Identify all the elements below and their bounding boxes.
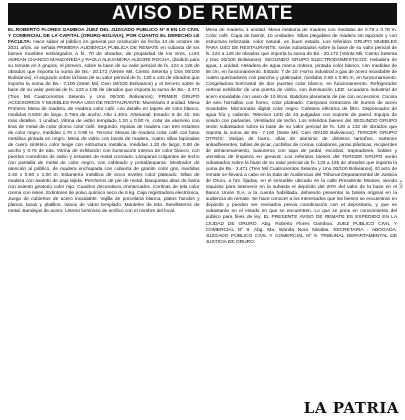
- side-reference-number: 1-(3): [399, 180, 404, 189]
- column-left: [8, 28, 200, 412]
- intro-heading: EL ROBERTO FLORES GAMBOA JUEZ DEL JUZGADO PÚBLICO Nº 9 EN LO CIVIL Y COMERCIAL DE LA CAPITAL (ORURO-BOLIVIA), POR CUANTO EL DERECHO LE FACULTA:: [8, 28, 200, 46]
- right-body-text: Mesa de madera, 1 unidad. Mesa mediana de madera con medidas de 0.78 x 0.78 m. Color café. Capa de barniz, 10 unidades. Sillas plegables de madera sin tapizado y con estructura reforzada, color natural, en buen estado. Los referidos GRUPO MUEBLES PARA USO DE RESTAURANTE, serán subastados sobre la base de su valor pericial de fs. 124 a 126 de obrados que importa la suma de Bs.- 20.172 (Veinte Mil, Ciento Setenta y Dos 00/100 Bolivianos). SEGUNDO GRUPO ELECTRODOMÉSTICOS: Heladera de agua, 1 unidad. Heladera de agua marca Imbera, pintada color blanco, con medidas de 55 cm, en funcionamiento. Estado: 7 de 10. Horno industrial a gas de acero inoxidable de cuatro quemadores con plancha y gratinador, medidas 0.90 x 0.80 m, en funcionamiento. Congeladora horizontal de dos puertas color blanco, en funcionamiento. Refrigerador vertical exhibidor de una puerta de vidrio, con iluminación LED. Licuadora industrial de acero inoxidable con vaso de 10 litros. Batidora planetaria de pie con accesorios. Cocina de seis hornallas con horno, color plateado. Campana extractora de humos de acero inoxidable. Microondas digital color negro. Cafetera eléctrica de filtro. Dispensador de agua fría y caliente. Televisor LED de 43 pulgadas con soporte de pared. Equipo de sonido con parlantes. Ventilador de techo. Los referidos bienes del SEGUNDO GRUPO serán subastados sobre la base de su valor pericial de fs. 130 a 132 de obrados que importa la suma de Bs.- 7.100 (Siete Mil, Cien 00/100 Bolivianos). TERCER GRUPO OTROS: Vasijas de barro, ollas de aluminio de distintos tamaños, sartenes antiadherentes, tablas de picar, cuchillos de cocina, coladores, jarras plásticas, recipientes de almacenamiento, basureros con tapa de pedal, escobas, trapeadores, baldes y utensilios de limpieza en general. Los referidos bienes del TERCER GRUPO serán subastados sobre la base de su valor pericial de fs. 133 a 135 de obrados que importa la suma de Bs.- 3.471 (Tres Mil Cuatrocientos Setenta y Uno 00/100 Bolivianos). El acto de remate se llevará a cabo en la Sala de Audiencias del Tribunal Departamental de Justicia de Oruro, a hrs. fijadas, en el inmueble ubicado en la calle Presidente Montes, siendo requisito para intervenir en la subasta el depósito del 20% del valor de la base en el Banco Unión S.A. a la cuenta habilitada, debiendo presentar la boleta original en la audiencia de remate. Se hace conocer a los interesados que los bienes se encuentran en depósito y pueden ser revisados previa coordinación con el depositario, y que se subastarán en el estado en que se encuentren. Lo que se pone en conocimiento del público para fines de ley. EL PRESENTE AVISO DE REMATE ES EXPEDIDO EN LA CIUDAD DE ORURO. Abg. Roberto Flores Gamboa. JUEZ PÚBLICO CIVIL Y COMERCIAL Nº 9. Abg. Ma. Wanda Nora Sárabia. SECRETARIA - ABOGADA. JUZGADO PÚBLICO CIVIL Y COMERCIAL Nº 9. TRIBUNAL DEPARTAMENTAL DE JUSTICIA DE ORURO.: [205, 28, 397, 245]
- column-right: [206, 28, 398, 412]
- notice-title: AVISO DE REMATE: [8, 3, 397, 25]
- left-body-text: Hace saber al público en general por resolución de fecha 14 de octubre de 2021 años, se señala PRIMERA AUDIENCIA PÚBLICA DE REMATE en subasta de los bienes muebles embargados a fs. 70 de obrados, de propiedad de los Sres. LUIS ADRIAN CHANGO MANZANEDA y PAOLA ALEJANDRA ALEGRE ROCHA, dividido para su remate en 4 grupos, el primero, sobre la base de su valor pericial de fs. 124 a 126 de obrados que importa la suma de Bs.- 20.172 (Veinte Mil, Ciento Setenta y Dos 00/100 Bolivianos), el segundo sobre la base de su valor pericial de fs. 130 a 132 de obrados que importa la suma de Bs.- 7.100 (Siete Mil, Cien 00/100 Bolivianos) y el tercero sobre la base de su valor pericial de fs. 133 a 135 de obrados que importa la suma de Bs.- 3.471 (Tres Mil Cuatrocientos Setenta y Uno 00/100 Bolivianos); PRIMER GRUPO ACCESORIOS Y MUEBLES PARA USO DE RESTAURANTE: Muestrario 3 unidad. Mesa Primera: Mesa de madera, de madera color café, con detalle en tapete de color blanco, medidas 0.63m de largo, 0.78m de ancho. Alto 1.40m. Artesanal. Estado: 6 de 10. Sin más detalles. 1 unidad. Vitrina de vidrio templado 1.20 x 0.50 m, color de aluminio con tiras de metal de color plomo color café. Segundo: repisas de madera con tres estantes de color negro, medidas 1.70 x 0.95 m. Tercero: Mesas de madera color café con base metálica pintada en negro. Mesa de vidrio con borde de madera, cuatro sillas tapizadas de cuero sintético color beige con estructura metálica, medidas 1.20 de largo, 0.80 de ancho y 0.75 de alto. Vitrina de exhibición con iluminación interna de color blanco, con puertas corredizas de vidrio y estantes de metal cromado. Lámparas colgantes de techo con pantalla de metal de color negro, con cableado y portalámparas. Mostrador de atención al público, de madera enchapada con cubierta de granito color gris, medidas 2.40 x 0.60 x 1.00 m. Estantería metálica de cinco niveles color plateado. Sillas de madera con asiento de paja tejida. Percheros de pie de metal. Banquetas altas de barra con asiento giratorio color rojo. Cuadros decorativos enmarcados. Cortinas de tela color crema con rieles. Extintores de polvo químico seco de 6 kg. Caja registradora electrónica. Juego de cubiertos de acero inoxidable. Vajilla de porcelana blanca, platos hondos y planos, tazas y platillos. Vasos de vidrio templado. Manteles de tela. Servilleteros de metal. Bandejas de acero. Letrero luminoso de acrílico con el nombre del local.: [8, 40, 200, 215]
- newspaper-logo: LA PATRIA: [300, 399, 399, 417]
- intro-paragraph: [8, 28, 200, 215]
- notice-columns: [8, 28, 397, 412]
